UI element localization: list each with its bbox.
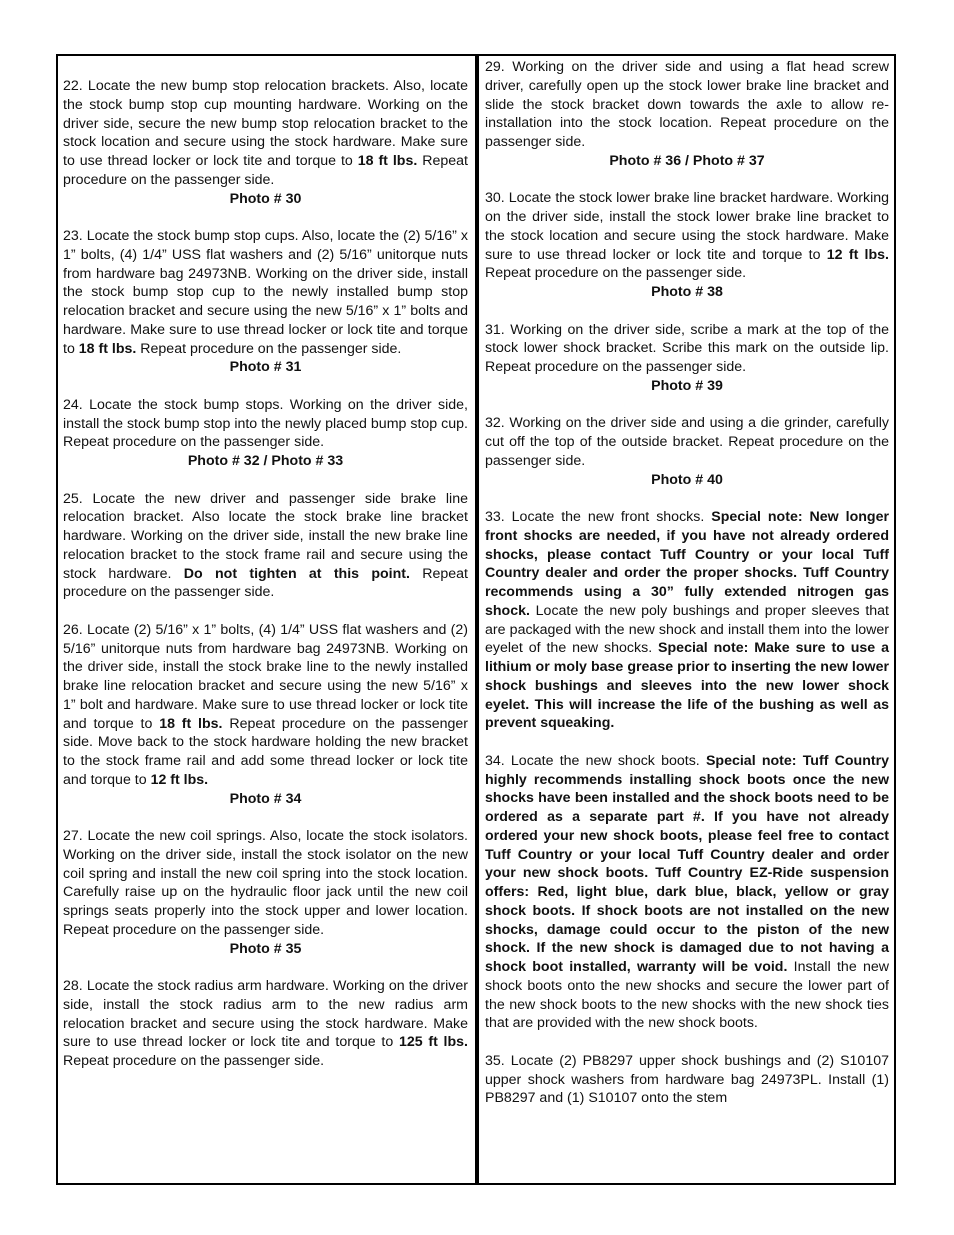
instruction-step-32 [485, 414, 889, 489]
text-run: 22. Locate the new bump stop relocation brackets. Also, locate the stock bump stop cup mounting hardware. Working on the driver side, secure the new bump stop relocation bracket to the stock location and secure using the stock hardware. Make sure to use thread locker or lock tite and torque to [63, 78, 468, 169]
instruction-step-35 [485, 1052, 889, 1108]
instruction-step-28 [63, 977, 468, 1071]
text-run: 30. Locate the stock lower brake line bracket hardware. Working on the driver side, install the stock lower brake line bracket to the stock location and secure using the stock hardware. Make sure to use thread locker or lock tite and torque to [485, 190, 889, 263]
instruction-step-25 [63, 490, 468, 603]
text-run: 33. Locate the new front shocks. [485, 509, 712, 525]
instruction-step-29 [485, 58, 889, 171]
text-run: 29. Working on the driver side and using a flat head screw driver, carefully open up the stock lower brake line bracket and slide the stock bracket down towards the axle to allow re-installation into the stock location. Repeat procedure on the passenger side. [485, 59, 889, 150]
instruction-step-26 [63, 621, 468, 809]
left-column [63, 77, 468, 1090]
step-text [485, 508, 889, 733]
bold-text: 12 ft lbs. [150, 771, 209, 788]
step-text [485, 414, 889, 470]
instruction-step-24 [63, 396, 468, 471]
photo-reference: Photo # 39 [651, 377, 723, 394]
text-run: Repeat procedure on the passenger side. [136, 340, 402, 357]
text-run: 28. Locate the stock radius arm hardware. Working on the driver side, install the stock radius arm to the new radius arm relocation bracket and secure using the stock hardware. Make sure to use thread locker or lock tite and torque to [63, 978, 468, 1051]
step-text [63, 227, 468, 358]
photo-reference: Photo # 32 / Photo # 33 [187, 453, 344, 469]
photo-reference: Photo # 34 [229, 790, 302, 807]
text-run: 24. Locate the stock bump stops. Working on the driver side, install the stock bump stop into the newly placed bump stop cup. Repeat procedure on the passenger side. [63, 396, 468, 451]
step-text [63, 827, 468, 940]
photo-reference: Photo # 30 [229, 190, 302, 207]
text-run: Repeat procedure on the passenger side. [63, 1053, 325, 1069]
instruction-step-31 [485, 321, 889, 396]
photo-reference: Photo # 40 [651, 471, 723, 488]
step-text [485, 1052, 889, 1108]
step-text [63, 977, 468, 1071]
text-run: 35. Locate (2) PB8297 upper shock bushings and (2) S10107 upper shock washers from hardware bag 24973PL. Install (1) PB8297 and (1) S10107 onto the stem [485, 1052, 889, 1107]
step-text [485, 752, 889, 1033]
photo-reference: Photo # 38 [651, 284, 723, 300]
text-run: 34. Locate the new shock boots. [485, 752, 706, 769]
text-run: 26. Locate (2) 5/16” x 1” bolts, (4) 1/4” USS flat washers and (2) 5/16” unitorque nuts from hardware bag 24973NB. Working on the driver side, install the stock brake line to the newly installed brake line relocation bracket and secure using the new 5/16” x 1” bolt and hardware. Make sure to use thread locker or lock tite and torque to [63, 621, 468, 732]
photo-reference: Photo # 35 [229, 940, 302, 957]
text-run: Repeat procedure on the passenger side. [63, 565, 468, 601]
instruction-step-22 [63, 77, 468, 208]
step-text [485, 321, 889, 377]
text-run: 27. Locate the new coil springs. Also, locate the stock isolators. Working on the driver side, install the stock isolator on the new coil spring and install the new coil spring into the stock location. Carefully raise up on the hydraulic floor jack until the new coil springs seats properly into the stock upper and lower location. Repeat procedure on the passenger side. [63, 828, 468, 938]
text-run: Install the new shock boots onto the new shocks and secure the lower part of the new shock boots to the new shocks with the new shock ties that are provided with the new shock boots. [485, 959, 889, 1032]
text-run: Locate the new poly bushings and proper sleeves that are packaged with the new shock and install them into the lower eyelet of the new shocks. [485, 602, 889, 657]
step-text [63, 621, 468, 790]
bold-text: 12 ft lbs. [826, 246, 889, 263]
photo-reference: Photo # 36 / Photo # 37 [609, 152, 765, 169]
text-run: 32. Working on the driver side and using a die grinder, carefully cut off the top of the outside bracket. Repeat procedure on the passenger side. [485, 415, 889, 469]
bold-text: Special note: Make sure to use a lithium or moly base grease prior to inserting the new lower shock bushings and sleeves into the new lower shock eyelet. This will increase the life of the bushing as well as prevent squeaking. [485, 640, 889, 732]
column-divider [475, 54, 479, 1185]
bold-text: 18 ft lbs. [78, 340, 137, 357]
bold-text: Do not tighten at this point. [183, 565, 410, 582]
step-text [485, 189, 889, 283]
bold-text: 125 ft lbs. [398, 1034, 468, 1051]
text-run: Repeat procedure on the passenger side. Move back to the stock hardware holding the new bracket to the stock frame rail and add some thread locker or lock tite and torque to [63, 715, 468, 788]
bold-text: 18 ft lbs. [159, 715, 223, 732]
instruction-step-27 [63, 827, 468, 958]
bold-text: Special note: Tuff Country highly recommends installing shock boots once the new shocks have been installed and the shock boots need to be ordered as a separate part #. If you have not already ordered your new shock boots, please feel free to contact Tuff Country or your local Tuff Country dealer and order your new shock boots. Tuff Country EZ-Ride suspension offers: Red, light blue, dark blue, black, yellow or gray shock boots. If shock boots are not installed on the new shocks, damage could occur to the piston of the new shock. If the new shock is damaged due to not having a shock boot installed, warranty will be void. [485, 752, 889, 975]
bold-text: Special note: New longer front shocks are needed, if you have not already ordered shocks, please contact Tuff Country or your local Tuff Country dealer and order the proper shocks. Tuff Country recommends using a 30” fully extended nitrogen gas shock. [485, 509, 889, 619]
step-text [63, 77, 468, 190]
step-text [485, 58, 889, 152]
text-run: Repeat procedure on the passenger side. [63, 153, 468, 188]
bold-text: 18 ft lbs. [357, 153, 418, 169]
text-run: 31. Working on the driver side, scribe a mark at the top of the stock lower shock bracket. Scribe this mark on the outside lip. Repeat procedure on the passenger side. [485, 321, 889, 375]
right-column [485, 58, 889, 1127]
step-text [63, 490, 468, 603]
text-run: Repeat procedure on the passenger side. [485, 265, 747, 282]
instruction-step-34 [485, 752, 889, 1033]
text-run: 23. Locate the stock bump stop cups. Also, locate the (2) 5/16” x 1” bolts, (4) 1/4” USS flat washers and (2) 5/16” unitorque nuts from hardware bag 24973NB. Working on the driver side, install the stock bump stop cup to the newly installed bump stop relocation bracket and secure using the new 5/16” x 1” bolts and hardware. Make sure to use thread locker or lock tite and torque to [63, 228, 468, 357]
text-run: 25. Locate the new driver and passenger side brake line relocation bracket. Also locate the stock brake line bracket hardware. Working on the driver side, install the new brake line relocation bracket to the stock frame rail and secure using the stock hardware. [63, 490, 468, 582]
step-text [63, 396, 468, 452]
instruction-step-23 [63, 227, 468, 377]
photo-reference: Photo # 31 [229, 359, 302, 376]
instruction-step-33 [485, 508, 889, 733]
instruction-step-30 [485, 189, 889, 302]
